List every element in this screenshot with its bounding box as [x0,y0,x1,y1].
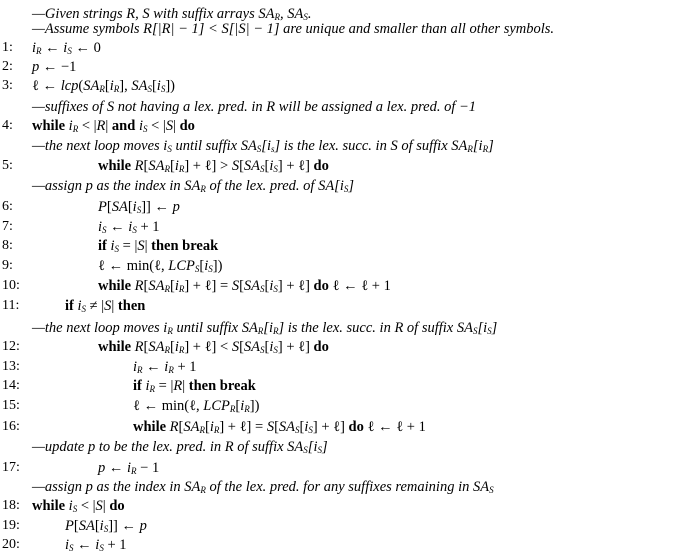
line-number: 1: [2,40,13,55]
line-number: 5: [2,158,13,173]
code-text: if $i_R = |R|$ then break [133,377,256,394]
code-text: p ← −1 [32,58,77,75]
comment-line [0,175,685,197]
code-text: while $i_R < |R|$ and $i_S < |S|$ do [32,117,195,134]
line-number: 10: [2,278,20,293]
line-number: 13: [2,359,20,374]
line-number: 15: [2,398,20,413]
line-number: 2: [2,59,13,74]
code-line [0,115,685,137]
line-number: 14: [2,378,20,393]
line-number: 20: [2,537,20,552]
code-text: $i_S$ ← $i_S + 1$ [98,218,160,235]
line-number: 19: [2,518,20,533]
comment-text: —assign p as the index in $SA_R$ of the lex. pred. for any suffixes remaining in $SA_S$ [32,478,494,495]
code-text: $i_R$ ← $i_R + 1$ [133,358,197,375]
code-text: while $R[SA_R[i_R]$ + ℓ] = $S[SA_S[i_S]$ + ℓ] do ℓ ← ℓ + 1 [98,277,391,294]
line-number: 16: [2,419,20,434]
comment-line [0,135,685,157]
code-text: ℓ ← $lcp(SA_R[i_R]$, $SA_S[i_S]$) [32,77,175,94]
code-text: while $R[SA_R[i_R]$ + ℓ] > $S[SA_S[i_S]$ + ℓ] do [98,157,329,174]
code-text: $P[SA[i_S]]$ ← p [65,517,147,534]
line-number: 11: [2,298,20,313]
code-text: $i_R$ ← $i_S$ ← 0 [32,39,101,56]
line-number: 3: [2,78,13,93]
code-line [0,155,685,177]
comment-text: —update p to be the lex. pred. in R of suffix $SA_S[i_S]$ [32,438,328,455]
line-number: 6: [2,199,13,214]
code-text: ℓ ← min(ℓ, $LCP_S[i_S]$) [98,257,223,274]
code-text: if $i_S \ne |S|$ then [65,297,146,314]
code-text: while $R[SA_R[i_R]$ + ℓ] = $S[SA_S[i_S]$ + ℓ] do ℓ ← ℓ + 1 [133,418,426,435]
code-text: while $R[SA_R[i_R]$ + ℓ] < $S[SA_S[i_S]$ + ℓ] do [98,338,329,355]
code-line [0,75,685,97]
code-line [0,416,685,438]
code-line [0,495,685,517]
comment-text: —assign p as the index in $SA_R$ of the lex. pred. of $SA[i_S]$ [32,177,355,194]
line-number: 9: [2,258,13,273]
line-number: 12: [2,339,20,354]
code-line [0,275,685,297]
line-number: 7: [2,219,13,234]
comment-text: —the next loop moves $i_R$ until suffix $SA_R[i_R]$ is the lex. succ. in R of suffix $SA_S[i_S]$ [32,319,498,336]
line-number: 17: [2,460,20,475]
comment-text: —Given strings R, S with suffix arrays $SA_R$, $SA_S$. [32,5,312,22]
comment-text: —the next loop moves $i_S$ until suffix $SA_S[i_s]$ is the lex. succ. in S of suffix $SA_R[i_R]$ [32,137,494,154]
line-number: 8: [2,238,13,253]
line-number: 18: [2,498,20,513]
comment-text: —Assume symbols R[|R| − 1] < S[|S| − 1] are unique and smaller than all other symbols. [32,20,555,37]
code-text: $P[SA[i_S]]$ ← p [98,198,180,215]
line-number: 4: [2,118,13,133]
code-line [0,196,685,218]
comment-line [0,436,685,458]
code-line [0,295,685,317]
code-text: while $i_S < |S|$ do [32,497,125,514]
code-text: if $i_S = |S|$ then break [98,237,219,254]
code-text: ℓ ← min(ℓ, $LCP_R[i_R]$) [133,397,260,414]
code-line [0,336,685,358]
comment-text: —suffixes of S not having a lex. pred. in R will be assigned a lex. pred. of −1 [32,98,477,115]
code-line [0,255,685,277]
code-line [0,395,685,417]
code-line [0,375,685,397]
code-text: $i_S$ ← $i_S + 1$ [65,536,127,553]
code-line [0,235,685,257]
code-text: p ← $i_R - 1$ [98,459,160,476]
